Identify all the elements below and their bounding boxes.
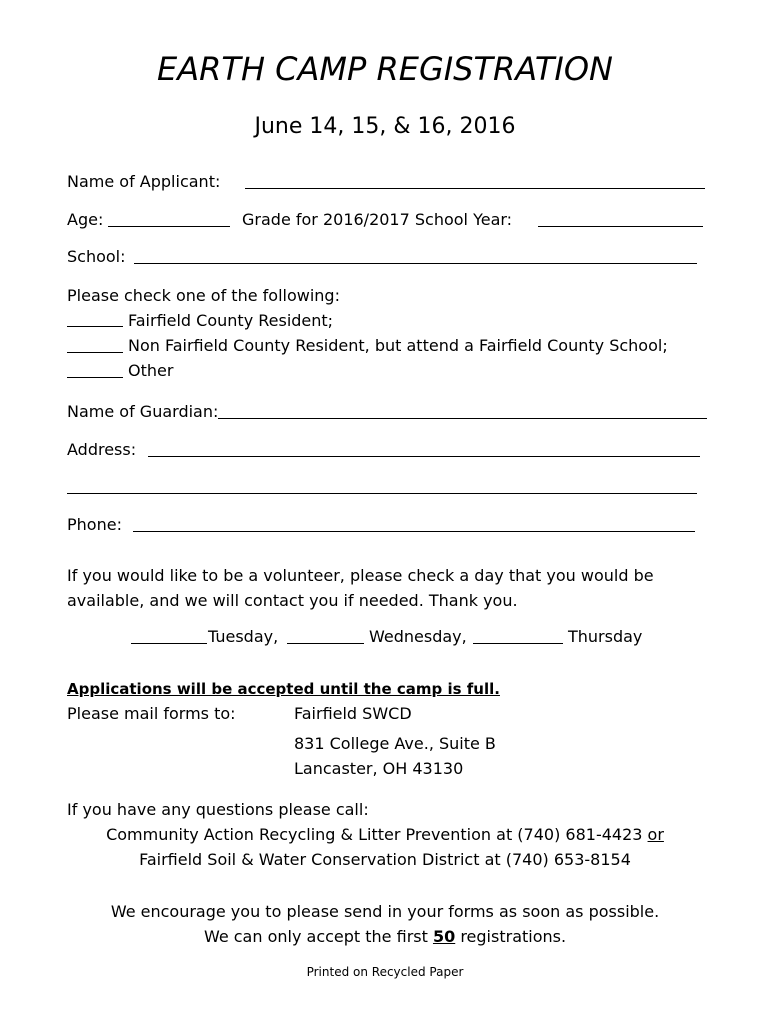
contact-recycling bbox=[0, 825, 770, 845]
address-label: Address: bbox=[67, 440, 137, 459]
recycled-paper-note: Printed on Recycled Paper bbox=[306, 965, 464, 979]
volunteer-checkbox-wednesday[interactable] bbox=[287, 643, 364, 644]
mail-address-line2: 831 College Ave., Suite B bbox=[294, 734, 496, 753]
volunteer-checkbox-tuesday[interactable] bbox=[131, 643, 207, 644]
guardian-field-line[interactable] bbox=[218, 418, 707, 419]
applicant-field-line[interactable] bbox=[245, 188, 705, 189]
residency-checkbox-other[interactable] bbox=[67, 377, 123, 378]
closing-line2-pre: We can only accept the first bbox=[203, 927, 428, 946]
residency-option-other: Other bbox=[128, 361, 174, 380]
volunteer-text-line1: If you would like to be a volunteer, please check a day that you would be bbox=[67, 566, 654, 585]
school-field-line[interactable] bbox=[134, 263, 697, 264]
grade-label: Grade for 2016/2017 School Year: bbox=[242, 210, 513, 229]
grade-field-line[interactable] bbox=[538, 226, 703, 227]
mail-address-line1: Fairfield SWCD bbox=[294, 704, 412, 723]
closing-line1: We encourage you to please send in your forms as soon as possible. bbox=[110, 902, 660, 921]
registration-limit: 50 bbox=[432, 927, 456, 946]
age-field-line[interactable] bbox=[108, 226, 230, 227]
volunteer-checkbox-thursday[interactable] bbox=[473, 643, 563, 644]
phone-field-line[interactable] bbox=[133, 531, 695, 532]
closing-line2 bbox=[0, 927, 770, 947]
mail-address-line3: Lancaster, OH 43130 bbox=[294, 759, 464, 778]
applicant-label: Name of Applicant: bbox=[67, 172, 221, 191]
phone-label: Phone: bbox=[67, 515, 122, 534]
camp-dates: June 14, 15, & 16, 2016 bbox=[254, 114, 516, 139]
volunteer-day-wednesday: Wednesday, bbox=[369, 627, 467, 646]
applications-notice: Applications will be accepted until the camp is full. bbox=[67, 680, 500, 698]
school-label: School: bbox=[67, 247, 126, 266]
form-title: EARTH CAMP REGISTRATION bbox=[157, 50, 613, 88]
address-field-line-1[interactable] bbox=[148, 456, 700, 457]
closing-line2-post: registrations. bbox=[460, 927, 567, 946]
questions-intro: If you have any questions please call: bbox=[67, 800, 369, 819]
volunteer-day-thursday: Thursday bbox=[568, 627, 643, 646]
contact-or: or bbox=[647, 825, 664, 844]
residency-prompt: Please check one of the following: bbox=[67, 286, 340, 305]
mail-forms-label: Please mail forms to: bbox=[67, 704, 236, 723]
residency-checkbox-resident[interactable] bbox=[67, 326, 123, 327]
contact-recycling-text: Community Action Recycling & Litter Prevention at (740) 681-4423 bbox=[106, 825, 643, 844]
contact-swcd: Fairfield Soil & Water Conservation District at (740) 653-8154 bbox=[139, 850, 631, 869]
residency-checkbox-nonresident[interactable] bbox=[67, 352, 123, 353]
address-field-line-2[interactable] bbox=[67, 493, 697, 494]
residency-option-nonresident: Non Fairfield County Resident, but attend a Fairfield County School; bbox=[128, 336, 668, 355]
guardian-label: Name of Guardian: bbox=[67, 402, 219, 421]
age-label: Age: bbox=[67, 210, 104, 229]
volunteer-day-tuesday: Tuesday, bbox=[208, 627, 279, 646]
volunteer-text-line2: available, and we will contact you if needed. Thank you. bbox=[67, 591, 518, 610]
residency-option-resident: Fairfield County Resident; bbox=[128, 311, 334, 330]
